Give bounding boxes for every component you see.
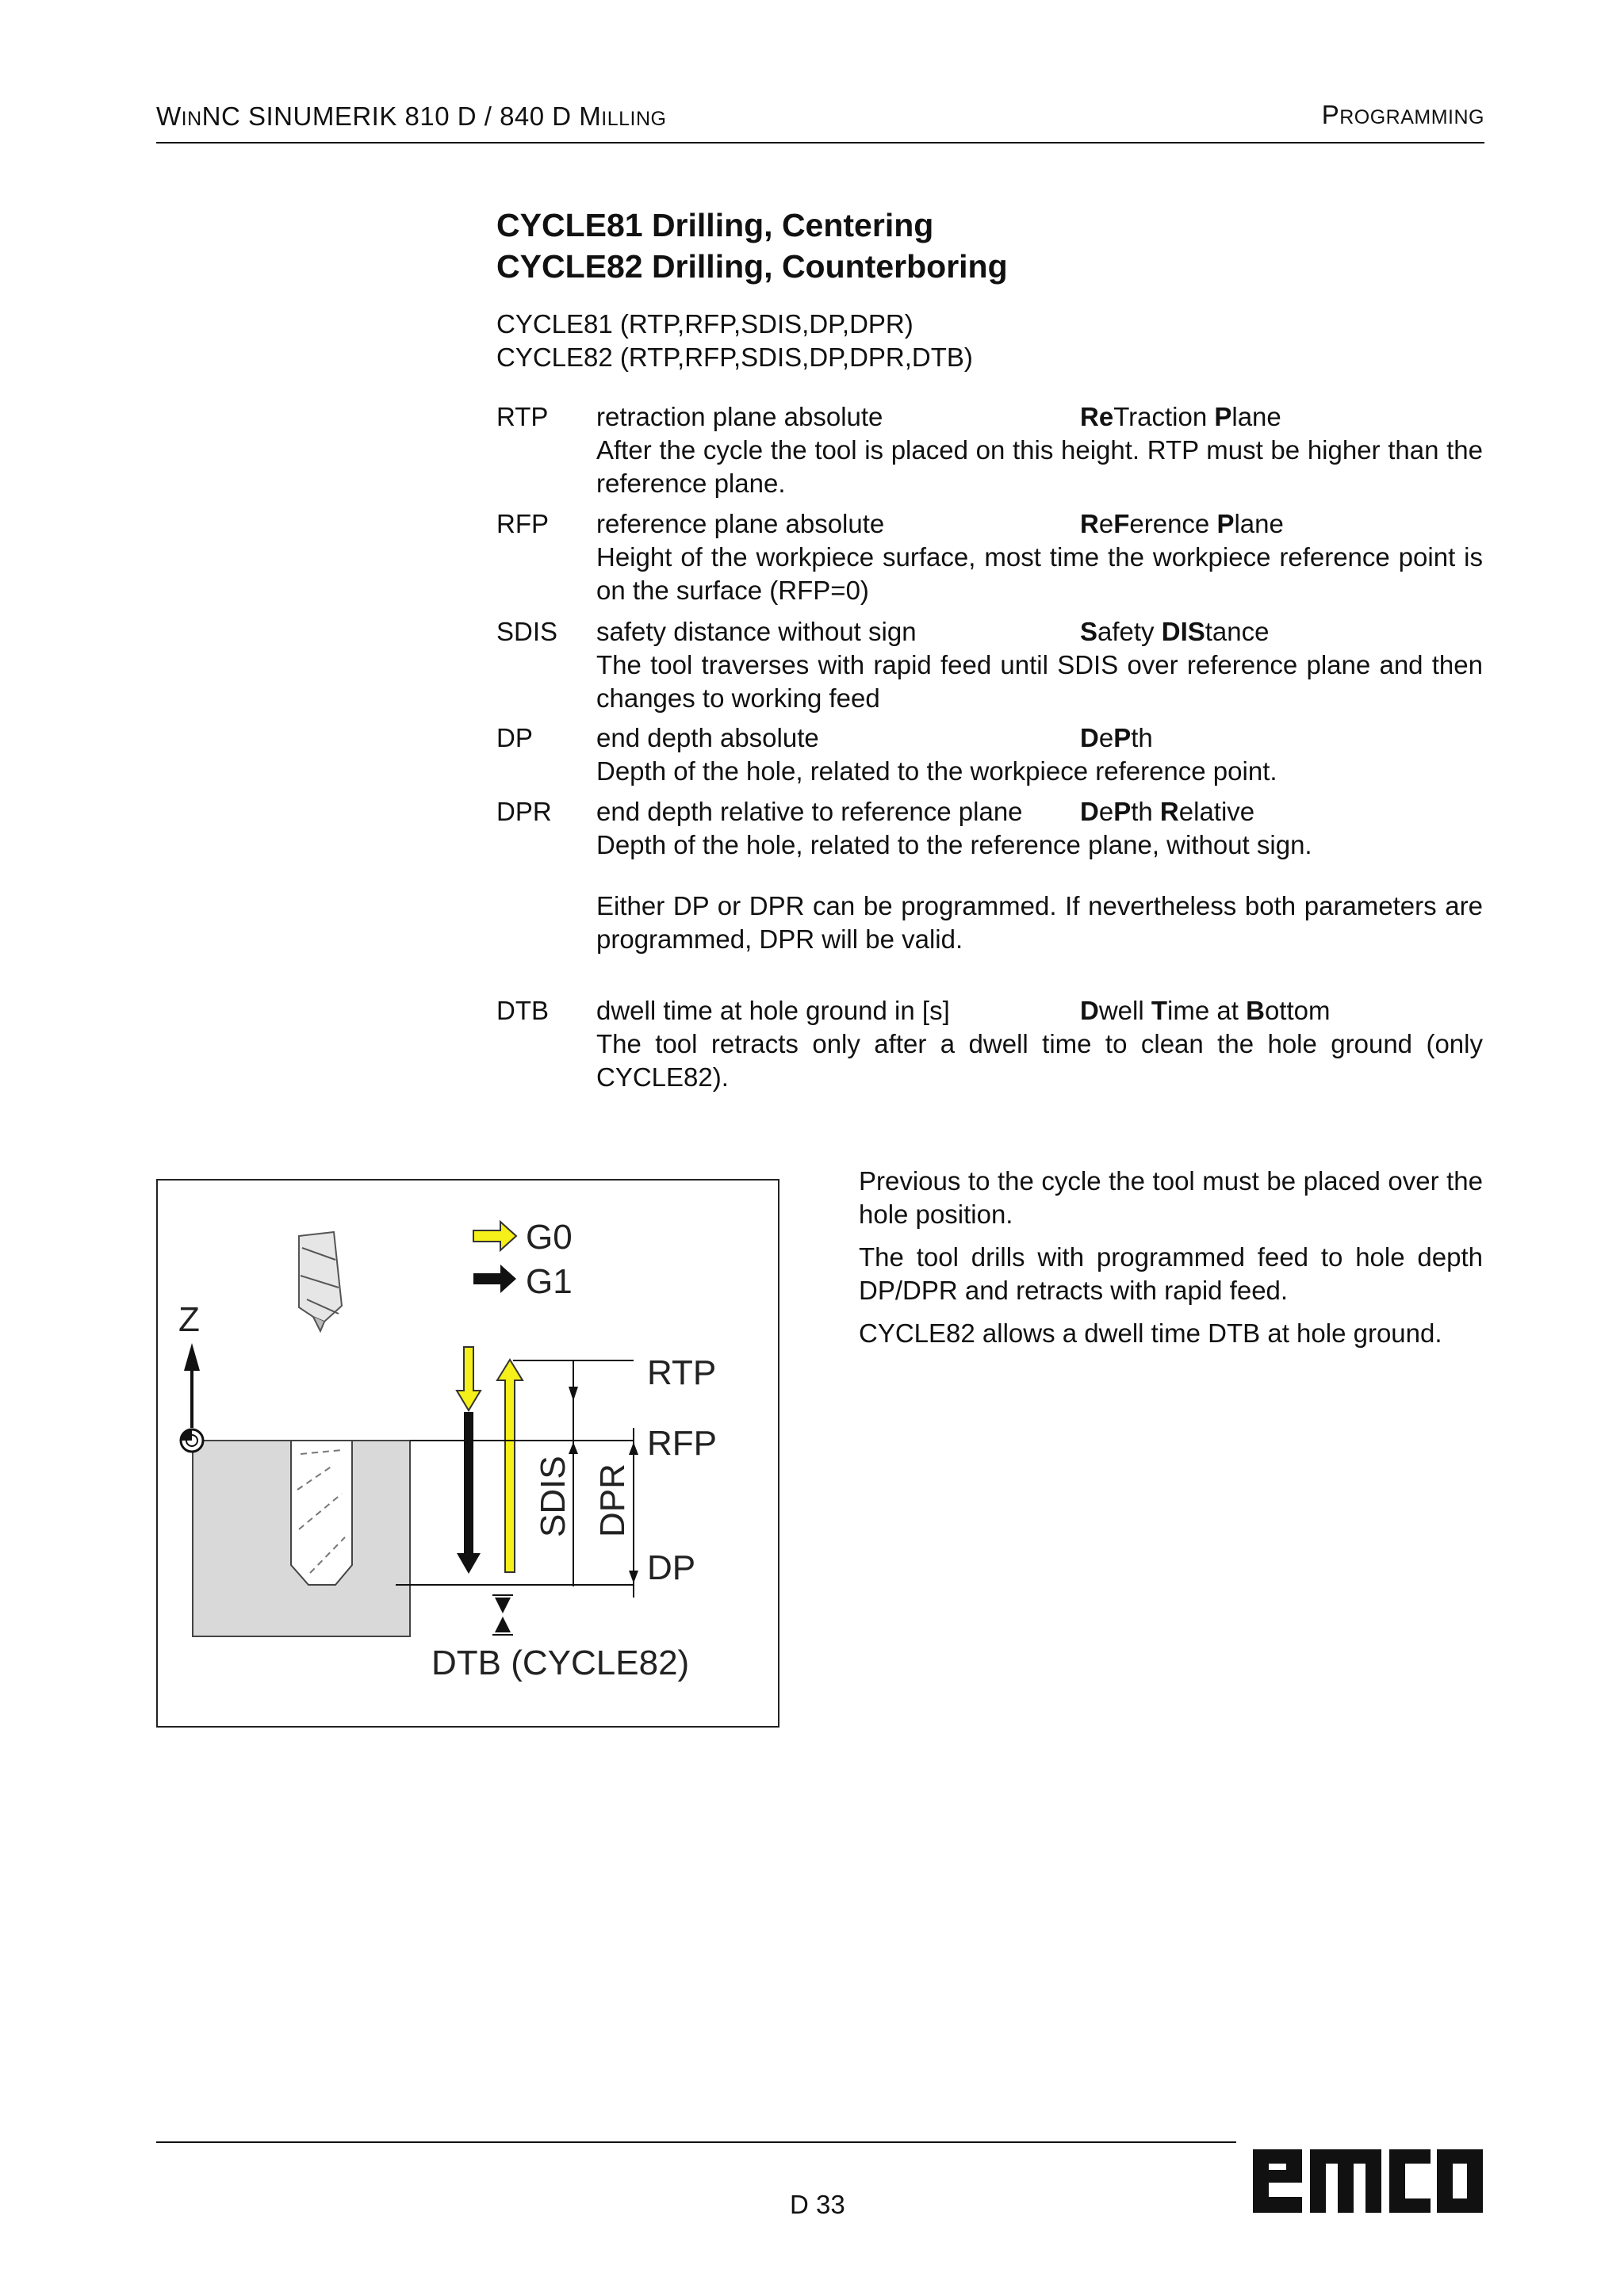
syntax-line-2: CYCLE82 (RTP,RFP,SDIS,DP,DPR,DTB)	[496, 342, 973, 372]
param-short-description: dwell time at hole ground in [s]	[596, 996, 950, 1025]
z-axis	[178, 1300, 200, 1428]
side-paragraph-2: The tool drills with programmed feed to hole depth DP/DPR and retracts with rapid feed.	[859, 1242, 1483, 1305]
drill-icon	[299, 1232, 342, 1331]
legend-g0	[473, 1218, 573, 1257]
note-text: Either DP or DPR can be programmed. If nevertheless both parameters are programmed, DPR will be valid.	[596, 891, 1483, 954]
param-mnemonic: ReTraction Plane	[1080, 402, 1281, 431]
param-name: DP	[496, 723, 533, 752]
param-name: DTB	[496, 996, 549, 1025]
footer-rule	[156, 2141, 1236, 2143]
title-line-1: CYCLE81 Drilling, Centering	[496, 207, 934, 243]
param-short-description: retraction plane absolute	[596, 402, 883, 431]
dpr-label: DPR	[593, 1464, 632, 1537]
param-description: Depth of the hole, related to the workpiece reference point.	[596, 756, 1277, 786]
cycle-diagram-svg	[158, 1181, 778, 1726]
cycle-diagram	[156, 1179, 779, 1728]
syntax-line-1: CYCLE81 (RTP,RFP,SDIS,DP,DPR)	[496, 309, 914, 339]
param-mnemonic: Safety DIStance	[1080, 617, 1270, 646]
legend-g1-label: G1	[526, 1262, 573, 1301]
header-left: WINNC SINUMERIK 810 D / 840 D MILLING	[156, 101, 667, 131]
syntax-block	[496, 308, 973, 374]
param-description: The tool traverses with rapid feed until SDIS over reference plane and then changes to working feed	[596, 650, 1483, 713]
g0-retract-arrow	[497, 1360, 523, 1572]
param-name: DPR	[496, 797, 552, 826]
header-rule	[156, 142, 1484, 144]
param-short-description: reference plane absolute	[596, 509, 885, 538]
param-description: After the cycle the tool is placed on this height. RTP must be higher than the reference plane.	[596, 435, 1483, 498]
dwell-icon	[492, 1595, 513, 1635]
legend-g0-label: G0	[526, 1218, 573, 1257]
drilled-hole	[291, 1441, 352, 1585]
param-mnemonic: ReFerence Plane	[1080, 509, 1284, 538]
title-line-2: CYCLE82 Drilling, Counterboring	[496, 248, 1008, 285]
side-paragraph-3: CYCLE82 allows a dwell time DTB at hole ground.	[859, 1318, 1442, 1348]
sdis-label: SDIS	[534, 1456, 573, 1537]
param-description: The tool retracts only after a dwell time to clean the hole ground (only CYCLE82).	[596, 1029, 1483, 1092]
page-number: D 33	[790, 2190, 845, 2219]
param-short-description: end depth relative to reference plane	[596, 797, 1023, 826]
param-description: Depth of the hole, related to the reference plane, without sign.	[596, 830, 1312, 859]
g1-feed-arrow	[457, 1412, 481, 1574]
param-short-description: safety distance without sign	[596, 617, 917, 646]
reference-point-icon	[181, 1429, 203, 1452]
param-mnemonic: DePth	[1080, 723, 1153, 752]
param-short-description: end depth absolute	[596, 723, 819, 752]
z-axis-label: Z	[178, 1300, 200, 1339]
header-right: PROGRAMMING	[1321, 100, 1484, 129]
param-mnemonic: Dwell Time at Bottom	[1080, 996, 1331, 1025]
side-paragraph-1: Previous to the cycle the tool must be placed over the hole position.	[859, 1166, 1483, 1229]
g0-approach-arrow	[457, 1347, 481, 1410]
param-name: RFP	[496, 509, 549, 538]
side-text	[859, 1165, 1483, 1350]
legend-g1	[473, 1262, 573, 1301]
param-name: SDIS	[496, 617, 558, 646]
page-title	[496, 205, 1008, 287]
emco-logo	[1253, 2138, 1484, 2218]
param-mnemonic: DePth Relative	[1080, 797, 1255, 826]
dp-label: DP	[647, 1548, 696, 1587]
dtb-label: DTB (CYCLE82)	[431, 1644, 690, 1682]
rtp-label: RTP	[647, 1353, 717, 1392]
param-description: Height of the workpiece surface, most time the workpiece reference point is on the surface (RFP=0)	[596, 542, 1483, 605]
rfp-label: RFP	[647, 1424, 717, 1463]
param-name: RTP	[496, 402, 549, 431]
